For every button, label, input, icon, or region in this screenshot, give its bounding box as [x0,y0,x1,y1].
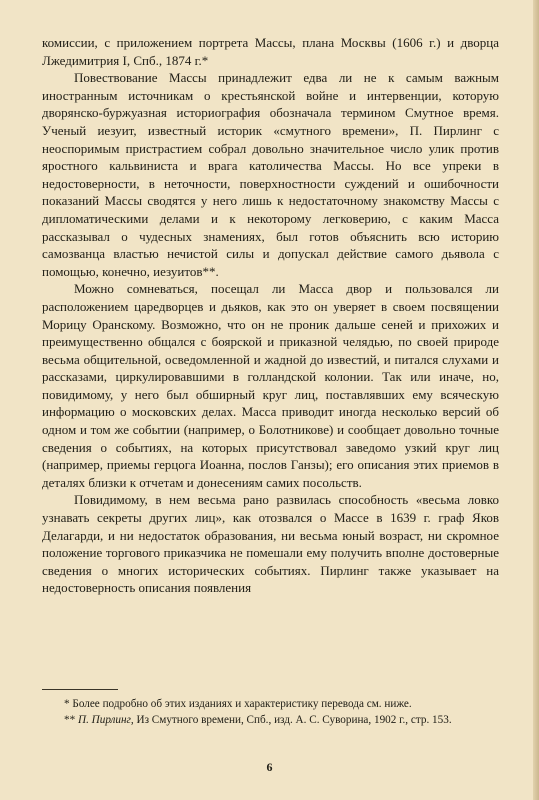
footnote-text: Более подробно об этих изданиях и характеристику перевода см. ниже. [72,698,412,710]
footnote [42,697,499,712]
page-number: 6 [266,760,273,774]
footnote-text: Из Смутного времени, Спб., изд. А. С. Суворина, 1902 г., стр. 153. [136,714,452,727]
footnote-separator [42,689,118,690]
page-edge-shadow [533,0,539,800]
footnotes [42,697,499,729]
footnote [42,713,499,728]
footnote-author: П. Пирлинг, [77,714,134,727]
body-text [42,34,499,597]
paragraph: Повидимому, в нем весьма рано развилась способность «весьма ловко узнавать секреты других лиц», как отозвался о Массе в 1639 г. граф Яков Делагарди, и ни недостаток образования, ни весьма юный возраст, ни скромное положение торгового приказчика не помешали ему получить вполне достоверные сведения о многих исторических событиях. Пирлинг также указывает на недостоверность описания появления [42,492,499,596]
paragraph: комиссии, с приложением портрета Массы, плана Москвы (1606 г.) и дворца Лжедимитрия I, Спб., 1874 г.* [42,35,499,68]
footnote-marker: ** [64,714,76,727]
paragraph: Повествование Массы принадлежит едва ли не к самым важным иностранным источникам о крестьянской войне и интервенции, которую дворянско-буржуазная историография обозначала термином Смутное время. Ученый иезуит, известный историк «смутного времени», П. Пирлинг с неоспоримым пристрастием собрал довольно значительное число улик против яростного кальвиниста и врага католичества Массы. Но все упреки в недостоверности, в неточности, поверхностности суждений и ошибочности показаний Массы сводятся у него лишь к недостаточному знакомству Массы с дипломатическими делами и к некоторому легковерию, с каким Масса рассказывал о чудесных знамениях, был готов объяснить всю историю самозванца властью нечистой силы и допускал действие самого дьявола с помощью, конечно, иезуитов**. [42,70,499,279]
footnote-marker: * [64,698,70,710]
paragraph: Можно сомневаться, посещал ли Масса двор и пользовался ли расположением царедворцев и дьяков, как это он уверяет в своем посвящении Морицу Оранскому. Возможно, что он не проник дальше сеней и прихожих и преимущественно общался с боярской и приказной челядью, по своей природе весьма общительной, осведомленной и жадной до известий, и питался слухами и рассказами, циркулировавшими в голландской колонии. Так или иначе, но, повидимому, у него был обширный круг лиц, поставлявших ему всяческую информацию о московских делах. Масса приводит иногда несколько версий об одном и том же событии (например, о Болотникове) и сообщает довольно точные сведения о событиях, на которых присутствовал заведомо узкий круг лиц (например, приемы герцога Иоанна, послов Ганзы); его описания этих приемов в деталях близки к отчетам и донесениям самих посольств. [42,281,499,490]
